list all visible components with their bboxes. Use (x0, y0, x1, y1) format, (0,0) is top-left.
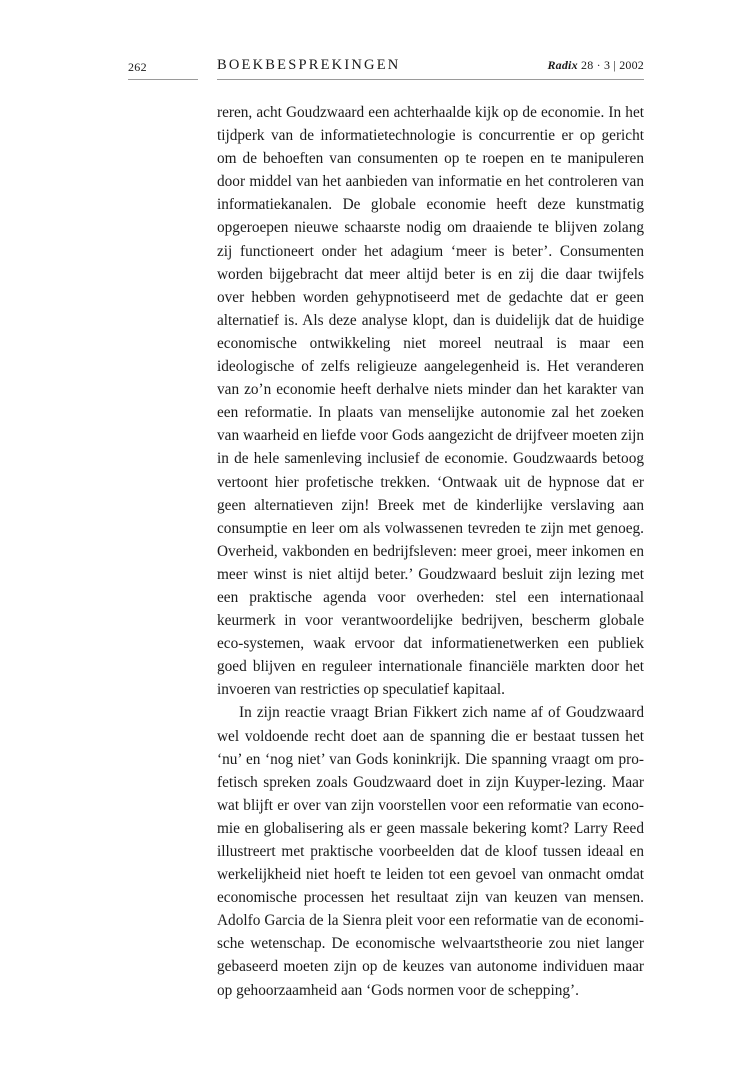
journal-name: Radix (547, 58, 578, 72)
paragraph: reren, acht Goudzwaard een achterhaalde kijk op de economie. In het tijdperk van de informatietechnologie is concurrentie er op gericht om de behoeften van consumenten op te roepen en te manipuleren door middel van het aanbieden van informatie en het controleren van informatiekanalen. De globale economie heeft deze kunstmatig opgeroepen nieuwe schaarste nodig om draaiende te blijven zolang zij functioneert onder het adagium ‘meer is beter’. Consumenten worden bijgebracht dat meer altijd beter is en zij die daar twijfels over hebben worden gehypnotiseerd met de gedachte dat er geen alternatief is. Als deze analyse klopt, dan is duidelijk dat de huidige economische ontwikkeling niet moreel neutraal is maar een ideologische of zelfs religieuze aangelegenheid is. Het veranderen van zo’n economie heeft derhalve niets minder dan het karakter van een reformatie. In plaats van menselijke autonomie zal het zoeken van waarheid en liefde voor Gods aangezicht de drijfveer moeten zijn in de hele samenleving inclusief de economie. Goudzwaards betoog vertoont hier profetische trekken. ‘Ontwaak uit de hypnose dat er geen alternatieven zijn! Breek met de kinderlijke verslaving aan consumptie en leer om als volwassenen tevreden te zijn met genoeg. Overheid, vakbonden en bedrijfsleven: meer groei, meer inkomen en meer winst is niet altijd beter.’ Goudzwaard besluit zijn lezing met een praktische agenda voor overheden: stel een internationaal keurmerk in voor verantwoordelijke bedrijven, bescherm globale eco-systemen, waak ervoor dat informatienetwerken een publiek goed blijven en reguleer internationale financiële markten door het invoeren van restricties op speculatief kapitaal. (217, 104, 644, 699)
section-title: BOEKBESPREKINGEN (217, 57, 401, 73)
journal-volume: 28 · 3 | 2002 (581, 58, 644, 72)
journal-info (547, 57, 644, 74)
body-text (217, 101, 644, 1002)
page-number: 262 (128, 60, 198, 80)
running-head (217, 57, 644, 80)
paragraph: In zijn reactie vraagt Brian Fikkert zich name af of Goudzwaard wel voldoende recht doet aan de spanning die er bestaat tussen het ‘nu’ en ‘nog niet’ van Gods koninkrijk. Die spanning vraagt om profetisch spreken zoals Goudzwaard doet in zijn Kuyper-lezing. Maar wat blijft er over van zijn voorstellen voor een reformatie van economie en globalisering als er geen massale bekering komt? Larry Reed illustreert met praktische voorbeelden dat de kloof tussen ideaal en werkelijkheid niet hoeft te leiden tot een gevoel van onmacht omdat economische processen het resultaat zijn van keuzen van mensen. Adolfo Garcia de la Sienra pleit voor een reformatie van de economische wetenschap. De economische welvaartstheorie zou niet langer gebaseerd moeten zijn op de keuzes van autonome individuen maar op gehoorzaamheid aan ‘Gods normen voor de schepping’. (217, 704, 644, 999)
